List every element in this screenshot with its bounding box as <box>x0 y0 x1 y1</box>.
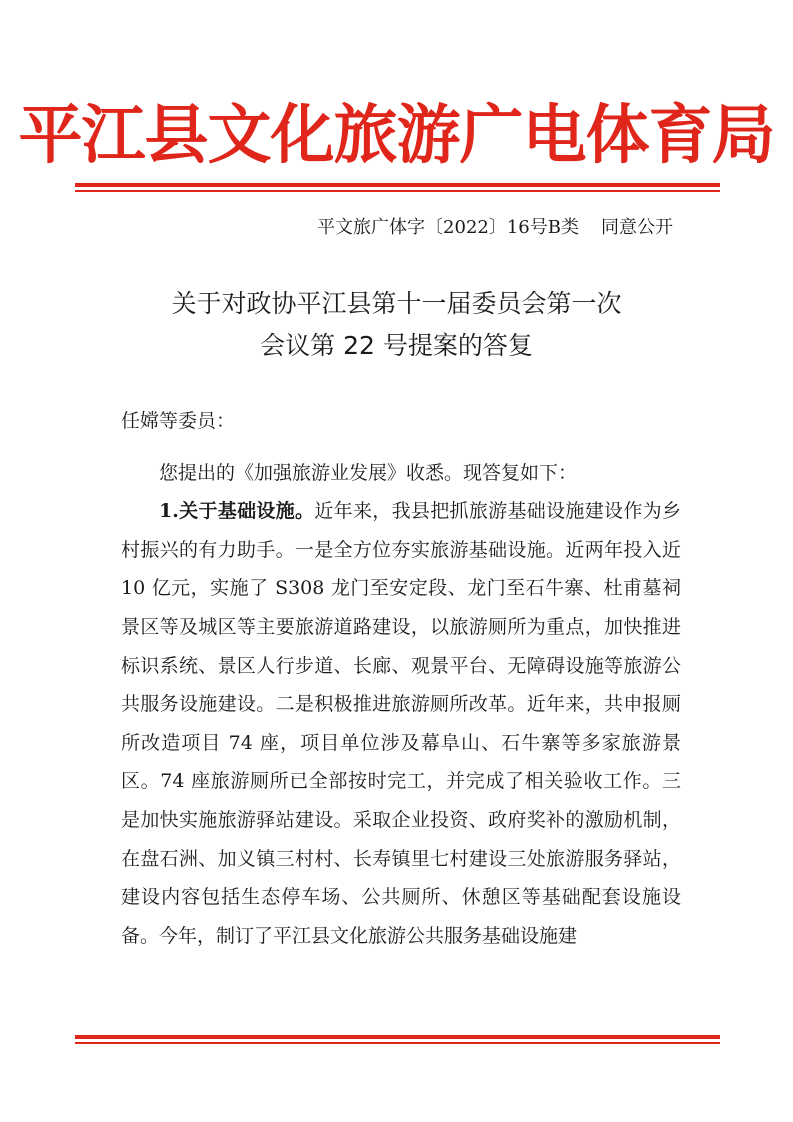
document-heading-line1: 关于对政协平江县第十一届委员会第一次 <box>171 289 622 318</box>
document-number-code: 平文旅广体字〔2022〕16号B类 <box>317 217 579 238</box>
footer-rule-thick <box>75 1035 720 1039</box>
intro-paragraph: 您提出的《加强旅游业发展》收悉。现答复如下： <box>159 461 578 484</box>
letterhead-org-name: 平江县文化旅游广电体育局 <box>18 98 775 173</box>
salutation: 任嫦等委员： <box>121 410 236 432</box>
letterhead-rule-thin <box>75 190 720 192</box>
footer-rule-thin <box>75 1042 720 1044</box>
letterhead-rule-thick <box>75 183 720 187</box>
document-number-line <box>317 214 673 242</box>
document-body <box>121 402 681 955</box>
document-heading-line2: 会议第 22 号提案的答复 <box>260 331 533 360</box>
document-heading <box>0 283 793 367</box>
section1-paragraph <box>121 492 681 955</box>
section1-lead: 1.关于基础设施。 <box>159 500 315 523</box>
disclosure-status: 同意公开 <box>601 217 673 238</box>
section1-text: 近年来，我县把抓旅游基础设施建设作为乡村振兴的有力助手。一是全方位夯实旅游基础设施。近两年投入近 10 亿元，实施了 S308 龙门至安定段、龙门至石牛寨、杜甫墓祠景区等及城区等主要旅游道路建设，以旅游厕所为重点，加快推进标识系统、景区人行步道、长廊、观景平台、无障碍设施等旅游公共服务设施建设。二是积极推进旅游厕所改革。近年来，共申报厕所改造项目 74 座，项目单位涉及幕阜山、石牛寨等多家旅游景区。74 座旅游厕所已全部按时完工，并完成了相关验收工作。三是加快实施旅游驿站建设。采取企业投资、政府奖补的激励机制，在盘石洲、加义镇三村村、长寿镇里七村建设三处旅游服务驿站，建设内容包括生态停车场、公共厕所、休憩区等基础配套设施设备。今年，制订了平江县文化旅游公共服务基础设施建 <box>121 500 681 947</box>
